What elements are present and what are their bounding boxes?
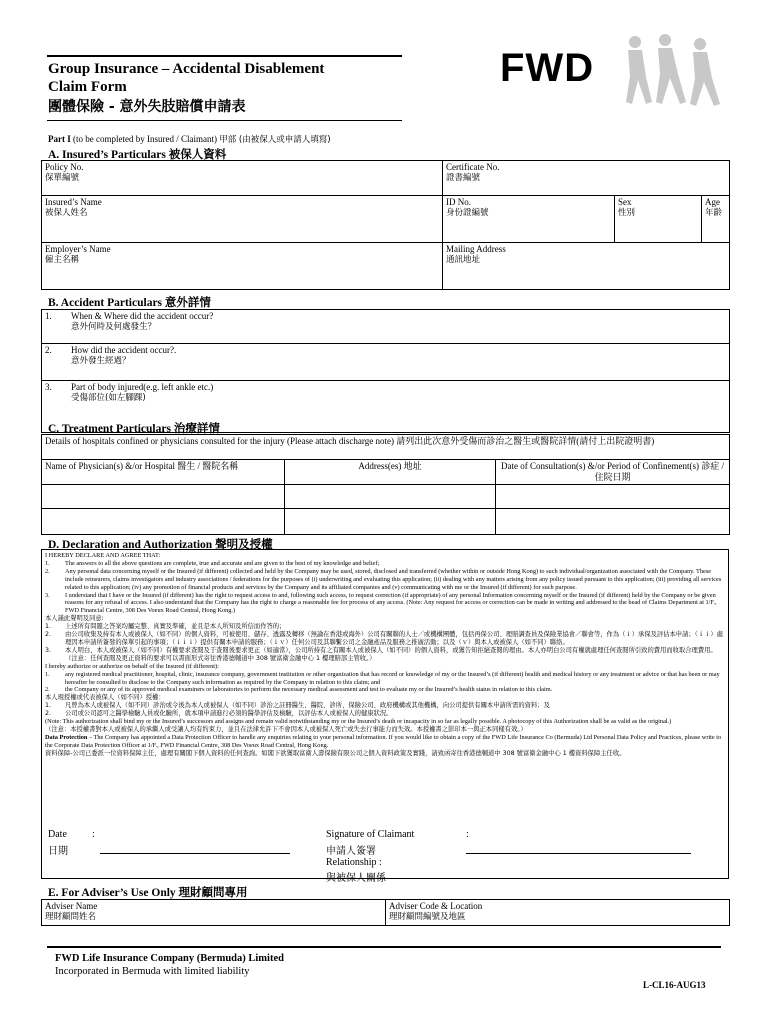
- signature-label: Signature of Claimant: [326, 829, 415, 840]
- declaration-zh-1: 上述所有問題之答案均屬完整、真實及準確，並且是本人所知及所信而作答的；: [65, 623, 286, 631]
- form-title-line1: Group Insurance – Accidental Disablement: [48, 61, 325, 77]
- age-label: Age: [705, 197, 720, 207]
- q2-label: How did the accident occur?.: [71, 345, 177, 355]
- authorization-1: any registered medical practitioner, hospital, clinic, insurance company, government institution or other organization that has record or knowledge of my or the Insured’s (if different) health and medical history or any treatment or advice or that has been or may hereafter be consulted to disclose to the Company such information as required by the Company in relation to this claim; and: [65, 670, 720, 686]
- declaration-1: The answers to all the above questions are complete, true and accurate and are given to the best of my knowledge and belief;: [65, 559, 380, 567]
- footer-company: FWD Life Insurance Company (Bermuda) Limited: [55, 953, 284, 964]
- relationship-label: Relationship :: [326, 857, 382, 868]
- physician-row1-field[interactable]: [42, 485, 285, 509]
- insured-name-label: Insured’s Name: [45, 197, 102, 207]
- date-row1-field[interactable]: [496, 485, 730, 509]
- policy-no-field[interactable]: [42, 161, 443, 196]
- q1-label-zh: 意外何時及何處發生？: [71, 322, 157, 332]
- part-text-zh: 甲部 (由被保人或申請人填寫): [219, 135, 331, 145]
- signature-label-zh: 申請人簽署: [326, 846, 376, 857]
- authorize-heading-zh: 本人現授權或代表被保人（如不同）授權：: [45, 694, 165, 702]
- adviser-name-label-zh: 理財顧問姓名: [45, 912, 97, 922]
- employer-label-zh: 僱主名稱: [45, 255, 80, 265]
- certificate-no-label: Certificate No.: [446, 162, 500, 172]
- date-label-zh: 日期: [48, 846, 68, 857]
- section-e-heading: E. For Adviser’s Use Only 理財顧問專用: [48, 887, 248, 899]
- data-protection-note-zh: 資料保障-公司已委派一位資料保障主任，處理有關閣下個人資料的任何查詢。如閣下欲獲取富衛人壽保險有限公司之個人資料政策及實踐，請致函寄往香港德輔道中 308 號富衛金融中心 1 樓資料保障主任收。: [45, 749, 626, 757]
- adviser-code-field[interactable]: [386, 900, 730, 926]
- q1-label: When & Where did the accident occur?: [71, 311, 214, 321]
- authorize-heading: I hereby authorize or authorize on behalf of the Insured (if different):: [45, 662, 219, 670]
- mailing-address-label: Mailing Address: [446, 244, 506, 254]
- header-bottom-rule: [47, 120, 402, 121]
- col-physician-header: Name of Physician(s) &/or Hospital 醫生 / 醫院名稱: [42, 460, 285, 485]
- date-row2-field[interactable]: [496, 509, 730, 535]
- form-title-chinese: 團體保險 - 意外失肢賠償申請表: [48, 99, 246, 115]
- q3-number: 3.: [45, 382, 52, 392]
- address-row2-field[interactable]: [285, 509, 496, 535]
- declaration-zh-3: 本人明白，本人或被保人（如不同）有權要求查閱及于查閱後要求更正（如適當），公司所持有之有關本人或被保人（如不同）的個人資料，或獲告知拒絕查閱的理由。本人亦明白公司有權就處理任何查閱所引致的費用而收取合理費用。（注意：任何查閱及更正資料的要求可以書面形式寄往香港德輔道中 308 號富衛金融中心 1 樓理賠部主管收。）: [65, 646, 717, 662]
- section-e-table: [41, 899, 730, 926]
- part-label-row: [48, 133, 331, 145]
- insured-name-label-zh: 被保人姓名: [45, 208, 88, 218]
- adviser-name-field[interactable]: [42, 900, 386, 926]
- footer-rule: [47, 946, 721, 948]
- adviser-code-label: Adviser Code & Location: [389, 901, 483, 911]
- declaration-3: I understand that I have or the Insured (if different) has the right to request access to and, following such access, to request correction (if appropriate) of any personal Information concerning myself or the Insured (if different) held by the Company or be given reasons for any refusal of access. I also understand that the Company has the right to charge a reasonable fee for process of any access. (Note: Any request for access or correction can be made in writing and addressed to the head of Claims Department at 1/F., FWD Financial Centre, 308 Des Voeux Road Central, Hong Kong.): [65, 591, 717, 615]
- authorization-zh-2: 公司或公司認可之醫學檢驗人員或化驗所，就本項申請進行必須的醫學評估及檢驗，以評估本人或被保人的健康狀況。: [65, 710, 393, 718]
- signature-line[interactable]: [466, 853, 691, 854]
- section-b-heading: B. Accident Particulars 意外詳情: [48, 297, 211, 309]
- policy-no-label-zh: 保單編號: [45, 173, 80, 183]
- section-d-heading: D. Declaration and Authorization 聲明及授權: [48, 539, 273, 551]
- form-title-line2: Claim Form: [48, 79, 127, 95]
- part-text: (to be completed by Insured / Claimant): [73, 134, 217, 144]
- declaration-2: Any personal data concerning myself or the Insured (if different) collected and held by the Company may be used, stored, disclosed and transferred (whether within or outside Hong Kong) to such individual/organization associated with the Company. These include reinsurers, claims investigators and industry associations / federations for the purposes of (i) underwriting and evaluating this application; (ii) dealing with any matters arising from any policy issued pursuant to this application; (iii) providing all services related to this application; (iv) any promotion of financial products and services by the Company and its affiliated companies and (v) communicating with me or the Insured (if different) for such purpose.: [65, 567, 722, 591]
- col-address-header: Address(es) 地址: [285, 460, 496, 485]
- fwd-logo-text: FWD: [500, 46, 595, 90]
- part-label: Part I: [48, 134, 71, 144]
- sex-label-zh: 性別: [618, 208, 636, 218]
- q2-label-zh: 意外發生經過？: [71, 356, 131, 366]
- mailing-address-field[interactable]: [443, 243, 730, 290]
- q1-number: 1.: [45, 311, 52, 321]
- physician-row2-field[interactable]: [42, 509, 285, 535]
- certificate-no-label-zh: 證書編號: [446, 173, 481, 183]
- declaration-zh-2: 由公司收集及持有本人或被保人（如不同）的個人資料，可被使用、儲存、透露及轉移（無論在香港或海外）公司有關聯的人士／或機構團體，包括再保公司、理賠調查員及保險業協會／聯會等，作為（ｉ）承保及評估本申請；（ｉｉ）處理因本申請所簽發的保單引起的事項；（ｉｉｉ）提供有關本申請的服務；（ｉｖ）任何公司及其聯繫公司之金融產品及服務之推廣活動；以及（ｖ）與本人或被保人（如不同）聯絡。: [65, 631, 724, 646]
- section-a-heading: A. Insured’s Particulars 被保人資料: [48, 149, 227, 161]
- policy-no-label: Policy No.: [45, 162, 84, 172]
- id-no-field[interactable]: [443, 196, 615, 243]
- id-no-label-zh: 身份證編號: [446, 208, 489, 218]
- adviser-name-label: Adviser Name: [45, 901, 98, 911]
- declare-heading: I HEREBY DECLARE AND AGREE THAT:: [45, 552, 161, 559]
- authorization-zh-1: 凡曾為本人或被保人（如不同）診治或令後為本人或被保人（如不同）診治之註冊醫生、醫院、診所、保險公司、政府機構或其他機構，向公司提供有關本申請所需的資料；及: [65, 702, 550, 710]
- data-protection-note: [45, 734, 725, 750]
- section-a-table: [41, 160, 730, 290]
- adviser-code-label-zh: 理財顧問編號及地區: [389, 912, 466, 922]
- accident-when-where-field[interactable]: [42, 310, 730, 344]
- employer-field[interactable]: [42, 243, 443, 290]
- q2-number: 2.: [45, 345, 52, 355]
- employer-label: Employer’s Name: [45, 244, 111, 254]
- authorization-note: (Note: This authorization shall bind my or the Insured’s successors and assigns and remain valid notwithstanding my or the Insured’s death or incapacity in so far as legally possible. A photocopy of this Authorization shall be as valid as the original.): [45, 718, 672, 726]
- address-row1-field[interactable]: [285, 485, 496, 509]
- date-label: Date: [48, 829, 67, 840]
- declaration-box: I HEREBY DECLARE AND AGREE THAT: 1. The answers to all the above questions are complete, true and accurate and are given to the best of my knowledge and belief; 2. Any personal data concerning myself or the Insured (if different) collected and held by the Company may be used, stored, disclosed and transferred (whether within or outside Hong Kong) to such individual/organization associated with the Company. These include reinsurers, claims investigators and industry associations / federations for the purposes of (i) underwriting and evaluating this application; (ii) dealing with any matters arising from any policy issued pursuant to this application; (iii) providing all services related to this application; (iv) any promotion of financial products and services by the Company and its affiliated companies and (v) communicating with me or the Insured (if different) for such purpose. 3. I understand that I have or the Insured (if different) has the right to request access to and, following such access, to request correction (if appropriate) of any personal Information concerning myself or the Insured (if different) held by the Company or be given reasons for any refusal of access. I also understand that the Company has the right to charge a reasonable fee for process of any access. (Note: Any request for access or correction can be made in writing and addressed to the head of Claims Department at 1/F., FWD Financial Centre, 308 Des Voeux Road Central, Hong Kong.) 本人謹此聲明及同意: 1. 上述所有問題之答案均屬完整、真實及準確，並且是本人所知及所信而作答的； 2. 由公司收集及持有本人或被保人（如不同）的個人資料，可被使用、儲存、透露及轉移（無論在香港或海外）公司有關聯的人士／或機構團體，包括再保公司、理賠調查員及保險業協會／聯會等，作為（ｉ）承保及評估本申請；（ｉｉ）處理因本申請所簽發的保單引起的事項；（ｉｉｉ）提供有關本申請的服務；（ｉｖ）任何公司及其聯繫公司之金融產品及服務之推廣活動；以及（ｖ）與本人或被保人（如不同）聯絡。 3. 本人明白，本人或被保人（如不同）有權要求查閱及于查閱後要求更正（如適當），公司所持有之有關本人或被保人（如不同）的個人資料，或獲告知拒絕查閱的理由。本人亦明白公司有權就處理任何查閱所引致的費用而收取合理費用。（注意：任何查閱及更正資料的要求可以書面形式寄往香港德輔道中 308 號富衛金融中心 1 樓理賠部主管收。） I hereby authorize or authorize on behalf of the Insured (if different): 1. any registered medical practitioner, hospital, clinic, insurance company, government institution or other organization that has record or knowledge of my or the Insured’s (if different) health and medical history or any treatment or advice or that has been or may hereafter be consulted to disclose to the Company such information as required by the Company in relation to this claim; and 2. the Company or any of its approved medical examiners or laboratories to perform the necessary medical assessment and test to evaluate my or the Insured’s health status in relation to this claim. 本人現授權或代表被保人（如不同）授權： 1. 凡曾為本人或被保人（如不同）診治或令後為本人或被保人（如不同）診治之註冊醫生、醫院、診所、保險公司、政府機構或其他機構，向公司提供有關本申請所需的資料；及 2. 公司或公司認可之醫學檢驗人員或化驗所，就本項申請進行必須的醫學評估及檢驗，以評估本人或被保人的健康狀況。 (Note: This authorization shall bind my or the Insured’s successors and assigns and remain valid notwithstanding my or the Insured’s death or incapacity in so far as legally possible. A photocopy of this Authorization shall be as valid as the original.) （注意：本授權書對本人或被保人的承繼人或受讓人均有約束力，並且在法律允許下不會因本人或被保人死亡或失去行事能力而失效。本授權書之影印本一與正本同樣有效。） Data Protection – The Company has appointed a Data Protection Officer to handle any enquiries relating to your personal information. If you would like to obtain a copy of the FWD Life Insurance Co (Bermuda) Ltd Personal Data Policy and Practices, please write to the Corporate Data Protection Officer at 1/F., FWD Financial Centre, 308 Des Voeux Road Central, Hong Kong. 資料保障-公司已委派一位資料保障主任，處理有關閣下個人資料的任何查詢。如閣下欲獲取富衛人壽保險有限公司之個人資料政策及實踐，請致函寄往香港德輔道中 308 號富衛金融中心 1 樓資料保障主任收。: [41, 549, 729, 879]
- accident-how-field[interactable]: [42, 344, 730, 381]
- data-protection-text: – The Company has appointed a Data Protection Officer to handle any enquiries relating to your personal information. If you would like to obtain a copy of the FWD Life Insurance Co (Bermuda) Ltd Personal Data Policy and Practices, please write to the Corporate Data Protection Officer at 1/F., FWD Financial Centre, 308 Des Voeux Road Central, Hong Kong.: [45, 733, 722, 749]
- authorization-2: the Company or any of its approved medical examiners or laboratories to perform the necessary medical assessment and test to evaluate my or the Insured’s health status in relation to this claim.: [65, 686, 553, 694]
- signature-colon: :: [466, 829, 469, 840]
- footer-incorporated: Incorporated in Bermuda with limited liability: [55, 966, 250, 977]
- insured-name-field[interactable]: [42, 196, 443, 243]
- date-colon: :: [92, 829, 95, 840]
- header-top-rule: [47, 55, 402, 57]
- declare-heading-zh: 本人謹此聲明及同意:: [45, 615, 104, 623]
- sex-label: Sex: [618, 197, 632, 207]
- q3-label: Part of body injured(e.g. left ankle etc.): [71, 382, 214, 392]
- section-c-table: [41, 434, 730, 535]
- data-protection-label: Data Protection: [45, 733, 88, 741]
- section-c-heading: C. Treatment Particulars 治療詳情: [48, 423, 220, 435]
- id-no-label: ID No.: [446, 197, 471, 207]
- treatment-intro: Details of hospitals confined or physicians consulted for the injury (Please attach discharge note) 請列出此次意外受傷而診治之醫生或醫院詳情(請付上出院證明書): [42, 435, 730, 460]
- q3-label-zh: 受傷部位(如左腳踝): [71, 393, 146, 403]
- sex-field[interactable]: [615, 196, 702, 243]
- authorization-note-zh: （注意：本授權書對本人或被保人的承繼人或受讓人均有約束力，並且在法律允許下不會因本人或被保人死亡或失去行事能力而失效。本授權書之影印本一與正本同樣有效。）: [45, 725, 527, 733]
- date-line[interactable]: [100, 853, 290, 854]
- section-b-table: [41, 309, 730, 433]
- mailing-address-label-zh: 通訊地址: [446, 255, 481, 265]
- col-date-header: Date of Consultation(s) &/or Period of Confinement(s) 診症 / 住院日期: [496, 460, 730, 485]
- age-label-zh: 年齡: [705, 208, 723, 218]
- relationship-label-zh: 與被保人關係: [326, 873, 386, 884]
- age-field[interactable]: [702, 196, 730, 243]
- certificate-no-field[interactable]: [443, 161, 730, 196]
- form-code: L-CL16-AUG13: [643, 980, 706, 990]
- fwd-logo: [500, 32, 730, 112]
